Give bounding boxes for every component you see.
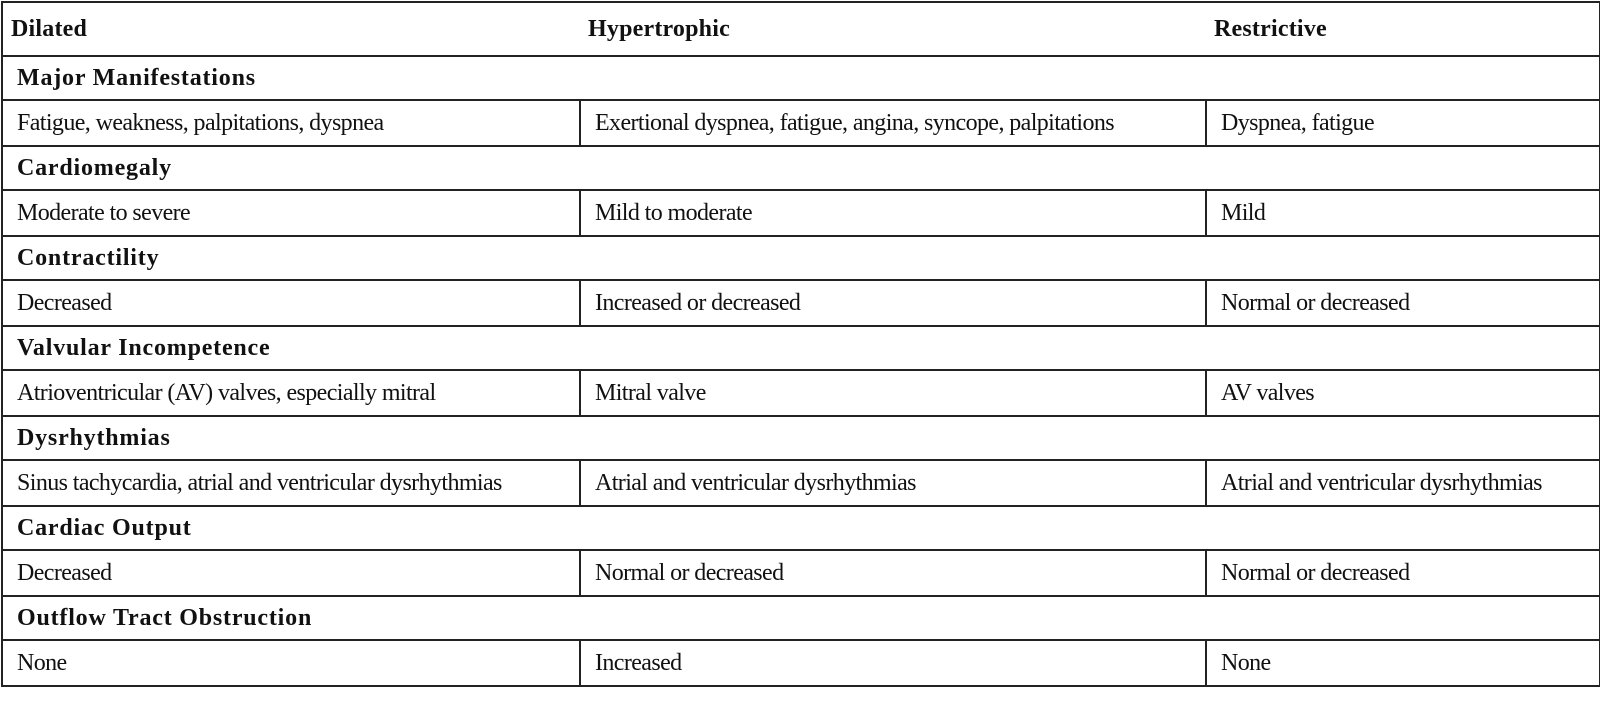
cell-dilated: Moderate to severe	[2, 190, 580, 236]
table-row	[2, 550, 1600, 596]
section-row	[2, 416, 1600, 460]
cell-restrictive: Normal or decreased	[1206, 550, 1600, 596]
cell-hypertrophic: Increased	[580, 640, 1206, 686]
section-row	[2, 236, 1600, 280]
table-row	[2, 370, 1600, 416]
cell-hypertrophic: Normal or decreased	[580, 550, 1206, 596]
cell-restrictive: Atrial and ventricular dysrhythmias	[1206, 460, 1600, 506]
table-row	[2, 100, 1600, 146]
table-row	[2, 190, 1600, 236]
cell-restrictive: Normal or decreased	[1206, 280, 1600, 326]
section-title-contractility: Contractility	[2, 236, 1600, 280]
section-row	[2, 56, 1600, 100]
section-row	[2, 326, 1600, 370]
section-row	[2, 506, 1600, 550]
cell-hypertrophic: Increased or decreased	[580, 280, 1206, 326]
section-title-cardiac-output: Cardiac Output	[2, 506, 1600, 550]
section-row	[2, 146, 1600, 190]
column-header-restrictive: Restrictive	[1206, 2, 1600, 56]
table-row	[2, 640, 1600, 686]
section-title-cardiomegaly: Cardiomegaly	[2, 146, 1600, 190]
cell-dilated: Sinus tachycardia, atrial and ventricular dysrhythmias	[2, 460, 580, 506]
cell-restrictive: Mild	[1206, 190, 1600, 236]
cell-restrictive: Dyspnea, fatigue	[1206, 100, 1600, 146]
cell-hypertrophic: Mild to moderate	[580, 190, 1206, 236]
cell-dilated: Atrioventricular (AV) valves, especially mitral	[2, 370, 580, 416]
cell-dilated: Fatigue, weakness, palpitations, dyspnea	[2, 100, 580, 146]
table-row	[2, 280, 1600, 326]
header-row	[2, 2, 1600, 56]
section-title-dysrhythmias: Dysrhythmias	[2, 416, 1600, 460]
section-title-outflow-tract-obstruction: Outflow Tract Obstruction	[2, 596, 1600, 640]
cardiomyopathy-comparison-table	[1, 1, 1600, 687]
section-title-major-manifestations: Major Manifestations	[2, 56, 1600, 100]
column-header-hypertrophic: Hypertrophic	[580, 2, 1206, 56]
cell-dilated: None	[2, 640, 580, 686]
cell-restrictive: None	[1206, 640, 1600, 686]
table-row	[2, 460, 1600, 506]
cell-dilated: Decreased	[2, 280, 580, 326]
cell-hypertrophic: Atrial and ventricular dysrhythmias	[580, 460, 1206, 506]
cell-hypertrophic: Mitral valve	[580, 370, 1206, 416]
column-header-dilated: Dilated	[2, 2, 580, 56]
cell-dilated: Decreased	[2, 550, 580, 596]
cell-hypertrophic: Exertional dyspnea, fatigue, angina, syncope, palpitations	[580, 100, 1206, 146]
section-row	[2, 596, 1600, 640]
section-title-valvular-incompetence: Valvular Incompetence	[2, 326, 1600, 370]
cell-restrictive: AV valves	[1206, 370, 1600, 416]
